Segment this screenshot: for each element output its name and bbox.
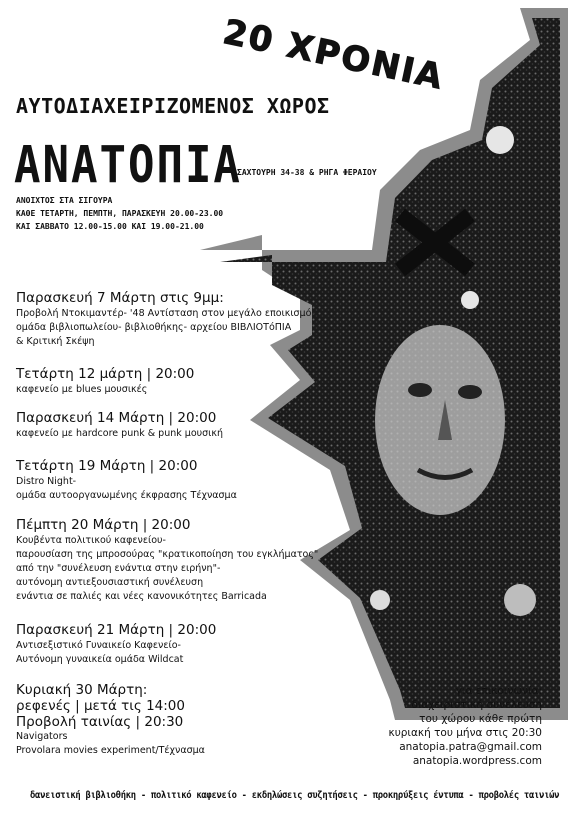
event-detail: Distro Night- <box>16 476 77 487</box>
event-detail: Navigators <box>16 731 68 742</box>
event-detail: Αντισεξιστικό Γυναικείο Καφενείο- <box>16 640 181 651</box>
contact-email: anatopia.patra@gmail.com <box>399 741 542 753</box>
contact-line: για επικοινωνία: <box>455 685 542 697</box>
event-title: ρεφενές | μετά τις 14:00 <box>16 698 185 714</box>
event-detail: Προβολή Ντοκιμαντέρ- '48 Αντίσταση στον μεγάλο εποικισμό- <box>16 308 315 319</box>
event-detail: παρουσίαση της μπροσούρας "κρατικοποίηση του εγκλήματος" <box>16 549 319 560</box>
event-detail: ενάντια σε παλιές και νέες κανονικότητες Barricada <box>16 591 267 602</box>
venue-subtitle: ΑΥΤΟΔΙΑΧΕΙΡΙΖΟΜΕΝΟΣ ΧΩΡΟΣ <box>16 94 330 118</box>
event-item <box>16 366 194 397</box>
event-detail: ομάδα αυτοοργανωμένης έκφρασης Τέχνασμα <box>16 490 237 501</box>
event-title: Παρασκευή 7 Μάρτη στις 9μμ: <box>16 290 224 306</box>
hours-line: ΑΝΟΙΧΤΟΣ ΣΤΑ ΣΙΓΟΥΡΑ <box>16 196 113 205</box>
venue-address: ΣΑΧΤΟΥΡΗ 34-38 & ΡΗΓΑ ΦΕΡΑΙΟΥ <box>237 168 377 177</box>
event-detail: αυτόνομη αντιεξουσιαστική συνέλευση <box>16 577 204 588</box>
event-title: Παρασκευή 21 Μάρτη | 20:00 <box>16 622 217 638</box>
contact-info <box>389 684 543 768</box>
event-title: Προβολή ταινίας | 20:30 <box>16 714 184 730</box>
event-detail: Αυτόνομη γυναικεία ομάδα Wildcat <box>16 654 184 665</box>
hours-line: ΚΑΙ ΣΑΒΒΑΤΟ 12.00-15.00 ΚΑΙ 19.00-21.00 <box>16 222 204 231</box>
event-title: Τετάρτη 12 μάρτη | 20:00 <box>16 366 195 382</box>
contact-line: διαχειριστική συνέλευση <box>411 699 542 711</box>
face-highlight <box>375 325 505 515</box>
contact-line: του χώρου κάθε πρώτη <box>419 713 542 725</box>
event-title: Παρασκευή 14 Μάρτη | 20:00 <box>16 410 217 426</box>
event-title: Πέμπτη 20 Μάρτη | 20:00 <box>16 517 191 533</box>
event-title: Τετάρτη 19 Μάρτη | 20:00 <box>16 458 198 474</box>
event-item <box>16 517 318 604</box>
event-detail: & Κριτική Σκέψη <box>16 336 95 347</box>
contact-website: anatopia.wordpress.com <box>412 755 542 767</box>
venue-title: ΑΝΑΤΟΠΙΑ <box>14 136 242 195</box>
activities-footer: δανειστική βιβλιοθήκη - πολιτικό καφενείο - εκδηλώσεις συζητήσεις - προκηρύξεις έντυπα - προβολές ταινιών <box>30 790 560 801</box>
event-detail: Κουβέντα πολιτικού καφενείου- <box>16 535 166 546</box>
event-item <box>16 622 216 667</box>
event-detail: καφενείο με blues μουσικές <box>16 384 148 395</box>
event-item <box>16 410 223 441</box>
event-title: Κυριακή 30 Μάρτη: <box>16 682 148 698</box>
event-detail: Provolara movies experiment/Τέχνασμα <box>16 745 205 756</box>
event-detail: καφενείο με hardcore punk & punk μουσική <box>16 428 223 439</box>
event-item <box>16 682 205 758</box>
event-item <box>16 458 237 503</box>
opening-hours <box>16 194 223 233</box>
hours-line: ΚΑΘΕ ΤΕΤΑΡΤΗ, ΠΕΜΠΤΗ, ΠΑΡΑΣΚΕΥΗ 20.00-23.00 <box>16 209 224 218</box>
event-detail: από την "συνέλευση ενάντια στην ειρήνη"- <box>16 563 221 574</box>
event-item <box>16 290 315 349</box>
contact-line: κυριακή του μήνα στις 20:30 <box>388 727 542 739</box>
anniversary-banner: 20 ΧΡΟΝΙΑ <box>219 12 448 98</box>
event-detail: ομάδα βιβλιοπωλείου- βιβλιοθήκης- αρχείου ΒΙΒΛΙΟΤόΠΙΑ <box>16 322 292 333</box>
